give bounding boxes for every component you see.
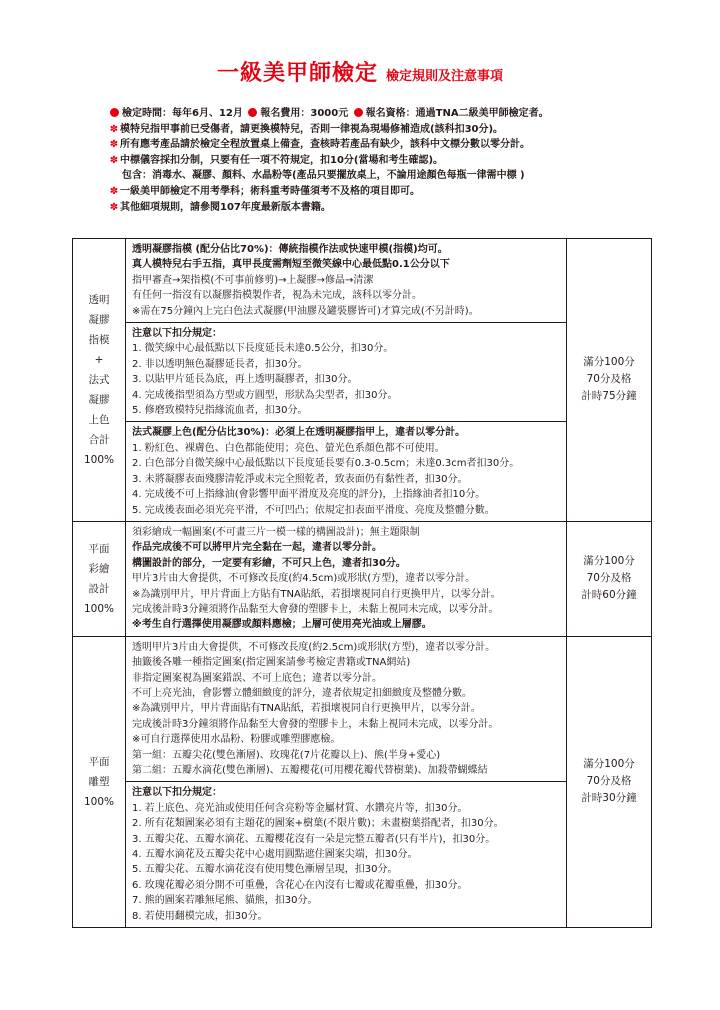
- rule-line: 1. 粉紅色、裸膚色、白色都能使用；亮色、螢光色系顏色都不可使用。: [132, 442, 445, 454]
- asterisk-icon: ✽: [109, 123, 119, 135]
- rule-line: 注意以下扣分規定：: [132, 787, 222, 799]
- red-dot-icon: [110, 108, 119, 117]
- rule-line: 8. 若使用翻模完成，扣30分。: [132, 910, 268, 922]
- note-item: [108, 153, 668, 169]
- section-score: [567, 521, 652, 636]
- rule-line: 4. 五瓣水滴花及五瓣尖花中心處用圓點遮住圖案尖端，扣30分。: [132, 849, 418, 861]
- rule-line: ※需在75分鐘內上完白色法式凝膠(甲油膠及罐裝膠皆可)才算完成(不另計時)。: [132, 305, 479, 317]
- score-label: 70分及格: [586, 373, 632, 386]
- score-label: 滿分100分: [583, 356, 635, 369]
- rule-line: 4. 完成後指型須為方型或方圓型，形狀為尖型者，扣30分。: [132, 389, 398, 401]
- exam-qualification: 報名資格：通過TNA二級美甲師檢定者。: [365, 108, 549, 119]
- rule-line: 第二組：五瓣水滴花(雙色漸層)、五瓣櫻花(可用櫻花瓣代替樹葉)、加殺帶蝴蝶結: [132, 765, 488, 776]
- rule-line: 注意以下扣分規定：: [132, 328, 222, 340]
- note-text: 中標儀容採扣分制，只要有任一項不符規定，扣10分(當場和考生確認)。: [120, 154, 444, 166]
- score-label: 計時30分鐘: [581, 792, 637, 805]
- rule-line: 4. 完成後不可上指緣油(會影響甲面平滑度及亮度的評分)，上指緣油者扣10分。: [132, 489, 486, 501]
- rule-line: 3. 未將凝膠表面殘膠清乾淨或未完全照乾者，致表面仍有黏性者，扣30分。: [132, 473, 468, 485]
- page-subtitle: 檢定規則及注意事項: [386, 69, 504, 84]
- rule-line: 2. 所有花類圖案必須有主題花的圖案+樹葉(不限片數)；未畫樹葉搭配者，扣30分。: [132, 818, 504, 830]
- rule-line: 透明甲片3片由大會提供，不可修改長度(約2.5cm)或形狀(方型)，違者以零分計。: [132, 641, 496, 653]
- exam-info-line: [108, 106, 668, 122]
- asterisk-icon: ✽: [109, 185, 119, 197]
- rule-line: 7. 熊的圖案若雕無尾熊、貓熊，扣30分。: [132, 895, 318, 907]
- rule-line: 須彩繪成一幅圖案(不可畫三片一模一樣的構圖設計)；無主題限制: [132, 526, 420, 538]
- rules-section-row: [73, 636, 652, 927]
- section-content: [126, 521, 567, 636]
- category-label: 上色: [88, 413, 110, 426]
- score-label: 滿分100分: [583, 555, 635, 568]
- rules-section-row: [73, 239, 652, 522]
- category-label: +: [94, 353, 104, 366]
- category-label: 100%: [83, 795, 115, 808]
- rule-line: 完成後計時3分鐘須將作品黏至大會發的塑膠卡上，未黏上視同未完成，以零分計。: [132, 603, 499, 615]
- rule-line: 不可上亮光油，會影響立體細緻度的評分，違者依規定扣細緻度及整體分數。: [132, 687, 472, 699]
- rule-line: 第一組：五瓣尖花(雙色漸層)、玫瑰花(7片花瓣以上)、熊(半身+愛心): [132, 749, 441, 761]
- section-score: [567, 239, 652, 522]
- note-text: 其他細項規則，請參閱107年度最新版本書籍。: [120, 201, 331, 213]
- note-text: 模特兒指甲事前已受傷者，請更換模特兒，否則一律視為現場修補造成(該科扣30分)。: [120, 123, 504, 135]
- category-label: 法式: [88, 373, 110, 386]
- rule-line: 完成後計時3分鐘須將作品黏至大會發的塑膠卡上，未黏上視同未完成，以零分計。: [132, 718, 499, 730]
- rule-line: 法式凝膠上色(配分佔比30%)：必須上在透明凝膠指甲上，違者以零分計。: [132, 427, 466, 439]
- rule-line: 5. 完成後表面必須光亮平滑，不可凹凸；依規定扣表面平滑度、亮度及整體分數。: [132, 504, 495, 516]
- exam-fee: 報名費用：3000元: [260, 108, 349, 119]
- note-item: [108, 137, 668, 153]
- category-label: 凝膠: [88, 393, 110, 406]
- rule-block: [126, 522, 566, 636]
- rule-line: ※可自行選擇使用水晶粉、粉膠或雕塑膠應檢。: [132, 734, 341, 746]
- note-item: [108, 122, 668, 138]
- score-label: 計時75分鐘: [581, 390, 637, 403]
- rule-line: 透明凝膠指模 (配分佔比70%)：傳統指模作法或快速甲模(指模)均可。: [132, 244, 448, 255]
- rule-line: 構圖設計的部分，一定要有彩繪，不可只上色，違者扣30分。: [132, 557, 406, 569]
- category-label: 平面: [88, 755, 110, 768]
- rule-line: ※考生自行選擇使用凝膠或顏料應檢；上層可使用亮光油或上層膠。: [132, 619, 432, 631]
- section-score: [567, 636, 652, 927]
- rule-line: 2. 非以透明無色凝膠延長者，扣30分。: [132, 358, 308, 370]
- score-label: 70分及格: [586, 775, 632, 788]
- category-label: 合計: [88, 433, 110, 446]
- section-content: [126, 239, 567, 522]
- rule-line: 1. 若上底色、亮光油或使用任何含亮粉等金屬材質、水鑽亮片等，扣30分。: [132, 802, 468, 814]
- rule-line: 5. 五瓣尖花、五瓣水滴花沒有使用雙色漸層呈現，扣30分。: [132, 864, 398, 876]
- category-label: 100%: [83, 453, 115, 466]
- category-label: 100%: [83, 602, 115, 615]
- section-category: [73, 239, 126, 522]
- rule-line: 3. 五瓣尖花、五瓣水滴花、五瓣櫻花沒有一朵是完整五瓣者(只有半片)，扣30分。: [132, 833, 496, 845]
- exam-time: 檢定時間：每年6月、12月: [122, 108, 243, 119]
- note-text: 所有應考產品請於檢定全程放置桌上備查，查核時若產品有缺少，該科中文標分數以零分計。: [120, 139, 530, 151]
- rule-line: 6. 玫瑰花瓣必須分開不可重疊，含花心在內沒有七瓣或花瓣重疊，扣30分。: [132, 879, 468, 891]
- rule-block: [126, 322, 566, 421]
- category-label: 設計: [88, 582, 110, 595]
- category-label: 凝膠: [88, 313, 110, 326]
- note-item: [108, 168, 668, 184]
- category-label: 雕塑: [88, 775, 110, 788]
- page-title: 一級美甲師檢定: [216, 61, 378, 86]
- page-title-group: [0, 56, 720, 87]
- rule-line: 甲片3片由大會提供，不可修改長度(約4.5cm)或形狀(方型)，違者以零分計。: [132, 573, 476, 585]
- note-item: [108, 184, 668, 200]
- rule-block: [126, 421, 566, 520]
- rule-line: 非指定圖案視為圖案錯誤、不可上底色；違者以零分計。: [132, 672, 382, 684]
- score-label: 滿分100分: [583, 758, 635, 771]
- asterisk-icon: ✽: [109, 201, 119, 213]
- note-text: 包含：消毒水、凝膠、顏料、水晶粉等(產品只要擺放桌上，不論用途顏色每瓶一律需中標 ): [122, 170, 525, 182]
- exam-notes: [108, 106, 668, 215]
- score-label: 計時60分鐘: [581, 589, 637, 602]
- section-content: [126, 636, 567, 927]
- rule-line: 作品完成後不可以將甲片完全黏在一起，違者以零分計。: [132, 542, 382, 554]
- rule-line: ※為識別甲片，甲片背面貼有TNA貼紙，若損壞視同自行更換甲片，以零分計。: [132, 703, 481, 715]
- rule-line: 真人模特兒右手五指，真甲長度需劑短至微笑線中心最低點0.1公分以下: [132, 259, 450, 271]
- rule-block: [126, 781, 566, 927]
- rule-line: 3. 以貼甲片延長為底，再上透明凝膠者，扣30分。: [132, 374, 358, 386]
- rule-block: [126, 239, 566, 322]
- rule-line: 2. 白色部分自微笑線中心最低點以下長度延長要有0.3-0.5cm；未達0.3cm者扣30分。: [132, 458, 520, 470]
- asterisk-icon: ✽: [109, 154, 119, 166]
- rule-line: 抽籤後各雕一種指定圖案(指定圖案請參考檢定書籍或TNA網站): [132, 657, 411, 669]
- rule-line: 5. 修磨致模特兒指緣流血者，扣30分。: [132, 405, 308, 417]
- rule-line: 指甲審查→架指模(不可事前修剪)→上凝膠→修晶→清潔: [132, 274, 374, 286]
- rule-line: 1. 微笑線中心最低點以下長度延長未達0.5公分，扣30分。: [132, 343, 394, 355]
- rule-block: [126, 637, 566, 782]
- rules-table: [72, 238, 652, 928]
- category-label: 透明: [88, 293, 110, 306]
- asterisk-icon: ✽: [109, 139, 119, 151]
- category-label: 平面: [88, 542, 110, 555]
- score-label: 70分及格: [586, 572, 632, 585]
- category-label: 指模: [88, 333, 110, 346]
- rule-line: ※為識別甲片，甲片背面上方貼有TNA貼紙，若損壞視同自行更換甲片，以零分計。: [132, 588, 501, 600]
- red-dot-icon: [248, 108, 257, 117]
- category-label: 彩繪: [88, 562, 110, 575]
- note-item: [108, 200, 668, 216]
- red-dot-icon: [354, 108, 363, 117]
- rules-section-row: [73, 521, 652, 636]
- note-text: 一級美甲師檢定不用考學科；術科重考時僅須考不及格的項目即可。: [120, 185, 420, 197]
- rule-line: 有任何一指沒有以凝膠指模製作者，視為未完成，該科以零分計。: [132, 290, 422, 302]
- section-category: [73, 521, 126, 636]
- section-category: [73, 636, 126, 927]
